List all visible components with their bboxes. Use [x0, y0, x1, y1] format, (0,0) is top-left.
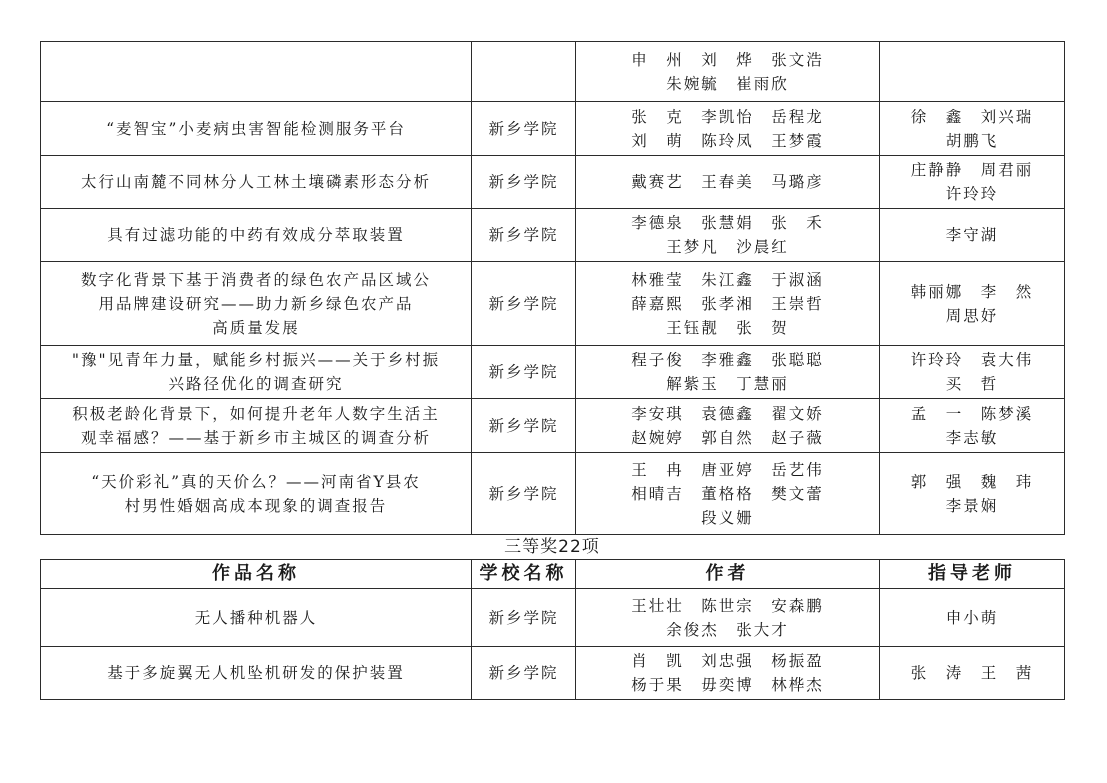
authors-cell [576, 589, 880, 647]
work-title-cell-line: 村男性婚姻高成本现象的调查报告 [124, 496, 388, 515]
authors-cell-line: 李安琪 袁德鑫 翟文娇 [631, 404, 824, 423]
table-row [41, 102, 1065, 156]
advisors-cell [880, 647, 1065, 700]
table-row [41, 589, 1065, 647]
authors-cell-line: 杨于果 毋奕博 林桦杰 [631, 676, 824, 694]
table-row [41, 42, 1065, 102]
work-title-cell-line: 兴路径优化的调查研究 [168, 375, 344, 393]
work-title-cell [41, 102, 472, 156]
work-title-cell-line: “天价彩礼”真的天价么？——河南省Y县农 [91, 472, 421, 491]
school-cell [472, 102, 576, 156]
header-authors: 作者 [576, 560, 880, 589]
table-row [41, 156, 1065, 209]
work-title-cell [41, 42, 472, 102]
authors-cell-line: 王钰靓 张 贺 [666, 318, 789, 337]
table-row [41, 346, 1065, 399]
work-title-cell-line: 无人播种机器人 [194, 608, 318, 627]
school-cell [472, 647, 576, 700]
document-page [40, 41, 1064, 700]
advisors-cell-line: 买 哲 [945, 375, 999, 393]
advisors-cell-line: 许玲玲 袁大伟 [910, 351, 1034, 369]
authors-cell [576, 102, 880, 156]
work-title-cell-line: "豫"见青年力量，赋能乡村振兴——关于乡村振 [71, 351, 441, 369]
work-title-cell [41, 209, 472, 262]
authors-cell-line: 林雅莹 朱江鑫 于淑涵 [631, 270, 824, 289]
table-row [41, 209, 1065, 262]
school-cell [472, 589, 576, 647]
authors-cell-line: 薛嘉熙 张孝湘 王崇哲 [631, 294, 824, 313]
work-title-cell [41, 453, 472, 535]
table-row [41, 262, 1065, 346]
authors-cell-line: 朱婉毓 崔雨欣 [666, 74, 789, 93]
authors-cell-line: 解紫玉 丁慧丽 [666, 375, 789, 393]
school-cell [472, 453, 576, 535]
work-title-cell-line: 太行山南麓不同林分人工林土壤磷素形态分析 [80, 173, 431, 191]
advisors-cell-line: 庄静静 周君丽 [910, 161, 1034, 179]
advisors-cell [880, 262, 1065, 346]
advisors-cell-line: 郭 强 魏 玮 [910, 472, 1034, 491]
header-school: 学校名称 [472, 560, 576, 589]
second-prize-table-continued [40, 41, 1065, 535]
school-cell [472, 209, 576, 262]
work-title-cell-line: 基于多旋翼无人机坠机研发的保护装置 [107, 664, 405, 682]
advisors-cell [880, 156, 1065, 209]
work-title-cell [41, 399, 472, 453]
authors-cell [576, 262, 880, 346]
third-prize-section-title: 三等奖22项 [504, 537, 600, 557]
authors-cell [576, 209, 880, 262]
work-title-cell-line: “麦智宝”小麦病虫害智能检测服务平台 [106, 119, 406, 138]
advisors-cell-line: 许玲玲 [945, 185, 999, 203]
school-cell-text: 新乡学院 [488, 363, 559, 381]
school-cell [472, 42, 576, 102]
advisors-cell-line: 胡鹏飞 [945, 131, 999, 150]
advisors-cell-line: 徐 鑫 刘兴瑞 [910, 107, 1034, 126]
advisors-cell [880, 42, 1065, 102]
advisors-cell [880, 589, 1065, 647]
authors-cell-line: 段义姗 [701, 508, 754, 527]
table-row [41, 453, 1065, 535]
work-title-cell-line: 数字化背景下基于消费者的绿色农产品区域公 [80, 270, 431, 289]
school-cell-text: 新乡学院 [488, 664, 559, 682]
work-title-cell-line: 具有过滤功能的中药有效成分萃取装置 [107, 226, 405, 244]
school-cell-text: 新乡学院 [488, 294, 559, 313]
authors-cell [576, 453, 880, 535]
authors-cell-line: 刘 萌 陈玲凤 王梦霞 [631, 131, 824, 150]
authors-cell-line: 王壮壮 陈世宗 安森鹏 [631, 596, 824, 615]
advisors-cell [880, 346, 1065, 399]
authors-cell-line: 申 州 刘 烨 张文浩 [631, 50, 824, 69]
header-title: 作品名称 [41, 560, 472, 589]
work-title-cell [41, 262, 472, 346]
authors-cell-line: 赵婉婷 郭自然 赵子薇 [631, 428, 824, 447]
advisors-cell-line: 孟 一 陈梦溪 [910, 404, 1034, 423]
school-cell-text: 新乡学院 [488, 608, 559, 627]
table-header-row [41, 560, 1065, 589]
work-title-cell [41, 156, 472, 209]
advisors-cell-line: 申小萌 [945, 608, 999, 627]
authors-cell [576, 647, 880, 700]
advisors-cell-line: 李志敏 [945, 428, 999, 447]
advisors-cell-line: 韩丽娜 李 然 [910, 282, 1034, 301]
school-cell [472, 156, 576, 209]
work-title-cell-line: 高质量发展 [212, 318, 300, 337]
third-prize-table [40, 559, 1065, 700]
table-row [41, 647, 1065, 700]
authors-cell-line: 张 克 李凯怡 岳程龙 [631, 107, 824, 126]
authors-cell-line: 相晴吉 董格格 樊文蕾 [631, 484, 824, 503]
authors-cell-line: 王 冉 唐亚婷 岳艺伟 [631, 460, 824, 479]
authors-cell [576, 42, 880, 102]
school-cell-text: 新乡学院 [488, 119, 559, 138]
advisors-cell-line: 李守湖 [945, 226, 999, 244]
authors-cell-line: 余俊杰 张大才 [666, 620, 789, 639]
advisors-cell [880, 209, 1065, 262]
table-row [41, 399, 1065, 453]
school-cell-text: 新乡学院 [488, 173, 559, 191]
authors-cell [576, 156, 880, 209]
advisors-cell [880, 453, 1065, 535]
advisors-cell-line: 周思妤 [945, 306, 999, 325]
work-title-cell [41, 346, 472, 399]
work-title-cell [41, 589, 472, 647]
advisors-cell [880, 399, 1065, 453]
authors-cell [576, 346, 880, 399]
advisors-cell [880, 102, 1065, 156]
advisors-cell-line: 李景娴 [945, 496, 999, 515]
work-title-cell [41, 647, 472, 700]
work-title-cell-line: 用品牌建设研究——助力新乡绿色农产品 [98, 294, 414, 313]
school-cell-text: 新乡学院 [488, 416, 559, 435]
authors-cell-line: 李德泉 张慧娟 张 禾 [631, 214, 824, 232]
authors-cell-line: 戴赛艺 王春美 马璐彦 [631, 173, 824, 191]
school-cell-text: 新乡学院 [488, 484, 559, 503]
authors-cell-line: 程子俊 李雅鑫 张聪聪 [631, 351, 824, 369]
school-cell [472, 346, 576, 399]
school-cell-text: 新乡学院 [488, 226, 559, 244]
advisors-cell-line: 张 涛 王 茜 [910, 664, 1034, 682]
header-advisors: 指导老师 [880, 560, 1065, 589]
work-title-cell-line: 积极老龄化背景下，如何提升老年人数字生活主 [72, 404, 440, 423]
authors-cell [576, 399, 880, 453]
authors-cell-line: 王梦凡 沙晨红 [666, 238, 789, 256]
authors-cell-line: 肖 凯 刘忠强 杨振盈 [631, 652, 824, 670]
work-title-cell-line: 观幸福感？——基于新乡市主城区的调查分析 [80, 428, 431, 447]
school-cell [472, 262, 576, 346]
school-cell [472, 399, 576, 453]
